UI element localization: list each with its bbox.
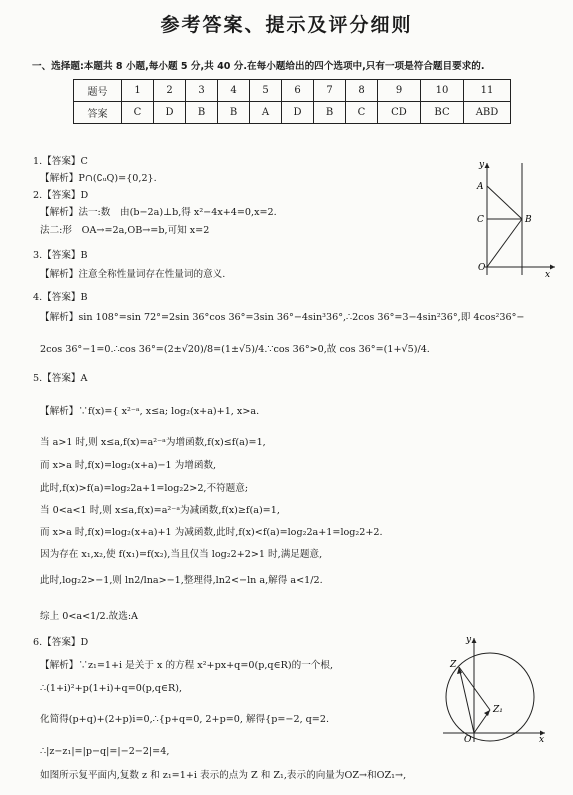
label-o: O (478, 263, 486, 273)
label-b: B (525, 215, 532, 225)
q1-answer: 1.【答案】C (33, 156, 88, 167)
segment-ob (487, 219, 522, 267)
q5-solution-5: 当 0<a<1 时,则 x≤a,f(x)=a²⁻ᵃ为减函数,f(x)≥f(a)=1, (40, 505, 280, 516)
answer-cell: C (346, 102, 378, 124)
header-label-cell: 题号 (74, 80, 122, 102)
q2-answer: 2.【答案】D (33, 190, 89, 201)
q2-solution-1: 【解析】法一:数 由(b−2a)⊥b,得 x²−4x+4=0,x=2. (40, 207, 277, 218)
y-axis-arrow (485, 163, 490, 168)
q2-solution-2: 法二:形 OA→=2a,OB→=b,可知 x=2 (40, 225, 210, 236)
q6-solution-3: 化简得(p+q)+(2+p)i=0,∴{p+q=0, 2+p=0, 解得{p=−2, q=2. (40, 714, 329, 725)
q5-solution-3: 而 x>a 时,f(x)=log₂(x+a)−1 为增函数, (40, 460, 217, 471)
label-o: O (464, 735, 472, 745)
number-cell: 10 (421, 80, 464, 102)
q5-answer: 5.【答案】A (33, 373, 88, 384)
complex-plane-diagram (433, 630, 553, 745)
label-y: y (466, 635, 472, 645)
x-axis-arrow (550, 265, 555, 270)
q5-solution-4: 此时,f(x)>f(a)=log₂2a+1=log₂2>2,不符题意; (40, 483, 249, 494)
number-cell: 11 (464, 80, 511, 102)
q5-solution-2: 当 a>1 时,则 x≤a,f(x)=a²⁻ᵃ为增函数,f(x)≤f(a)=1, (40, 437, 266, 448)
number-cell: 8 (346, 80, 378, 102)
label-x: x (539, 735, 545, 745)
number-cell: 6 (282, 80, 314, 102)
number-cell: 4 (218, 80, 250, 102)
q5-solution-6: 而 x>a 时,f(x)=log₂(x+a)+1 为减函数,此时,f(x)<f(a)=log₂2a+1=log₂2+2. (40, 527, 383, 538)
answer-cell: ABD (464, 102, 511, 124)
q3-solution: 【解析】注意全称性量词存在性量词的意义. (40, 269, 226, 280)
answer-cell: B (218, 102, 250, 124)
answer-cell: B (186, 102, 218, 124)
number-cell: 9 (378, 80, 421, 102)
answer-table-answer-row (74, 102, 511, 124)
imaginary-axis-arrow (472, 638, 477, 643)
number-cell: 5 (250, 80, 282, 102)
number-cell: 7 (314, 80, 346, 102)
label-c: C (477, 215, 484, 225)
q6-solution-5: 如图所示复平面内,复数 z 和 z₁=1+i 表示的点为 Z 和 Z₁,表示的向量为OZ→和OZ₁→, (40, 770, 407, 781)
q5-solution-1: 【解析】∵f(x)={ x²⁻ᵃ, x≤a; log₂(x+a)+1, x>a. (40, 406, 260, 417)
section-instruction: 一、选择题:本题共 8 小题,每小题 5 分,共 40 分.在每小题给出的四个选项中,只有一项是符合题目要求的. (32, 61, 485, 72)
q1-solution: 【解析】P∩(∁ᵤQ)={0,2}. (40, 173, 157, 184)
circle (446, 653, 534, 741)
vector-oz1-arrow (484, 710, 490, 716)
page-title: 参考答案、提示及评分细则 (160, 14, 413, 36)
q6-solution-2: ∴(1+i)²+p(1+i)+q=0(p,q∈R), (40, 683, 183, 694)
answer-cell: D (282, 102, 314, 124)
answer-table-header-row (74, 80, 511, 102)
answer-cell: C (122, 102, 154, 124)
q4-solution-1: 【解析】sin 108°=sin 72°=2sin 36°cos 36°=3sin 36°−4sin³36°,∴2cos 36°=3−4sin²36°,即 4cos²36°− (40, 312, 525, 323)
number-cell: 1 (122, 80, 154, 102)
answer-cell: B (314, 102, 346, 124)
answer-cell: CD (378, 102, 421, 124)
number-cell: 2 (154, 80, 186, 102)
answer-cell: D (154, 102, 186, 124)
q3-answer: 3.【答案】B (33, 250, 88, 261)
q6-solution-1: 【解析】∵z₁=1+i 是关于 x 的方程 x²+px+q=0(p,q∈R)的一个根, (40, 660, 334, 671)
number-cell: 3 (186, 80, 218, 102)
label-z: Z (450, 660, 457, 670)
vector-diagram (465, 155, 560, 280)
q6-solution-4: ∴|z−z₁|=|p−q|=|−2−2|=4, (40, 746, 170, 757)
answer-cell: A (250, 102, 282, 124)
label-a: A (477, 182, 484, 192)
label-x: x (545, 270, 551, 280)
answer-table (73, 79, 511, 124)
answer-cell: BC (421, 102, 464, 124)
q5-solution-9: 综上 0<a<1/2.故选:A (40, 611, 138, 622)
q4-solution-2: 2cos 36°−1=0.∴cos 36°=(2±√20)/8=(1±√5)/4.∵cos 36°>0,故 cos 36°=(1+√5)/4. (40, 344, 430, 355)
q5-solution-7: 因为存在 x₁,x₂,使 f(x₁)=f(x₂),当且仅当 log₂2+2>1 时,满足题意, (40, 549, 323, 560)
answer-label-cell: 答案 (74, 102, 122, 124)
label-y: y (479, 160, 485, 170)
q4-answer: 4.【答案】B (33, 292, 88, 303)
q5-solution-8: 此时,log₂2>−1,则 ln2/lna>−1,整理得,ln2<−ln a,解得 a<1/2. (40, 575, 323, 586)
segment-ab (487, 186, 522, 219)
label-z1: Z₁ (493, 705, 503, 715)
q6-answer: 6.【答案】D (33, 637, 89, 648)
